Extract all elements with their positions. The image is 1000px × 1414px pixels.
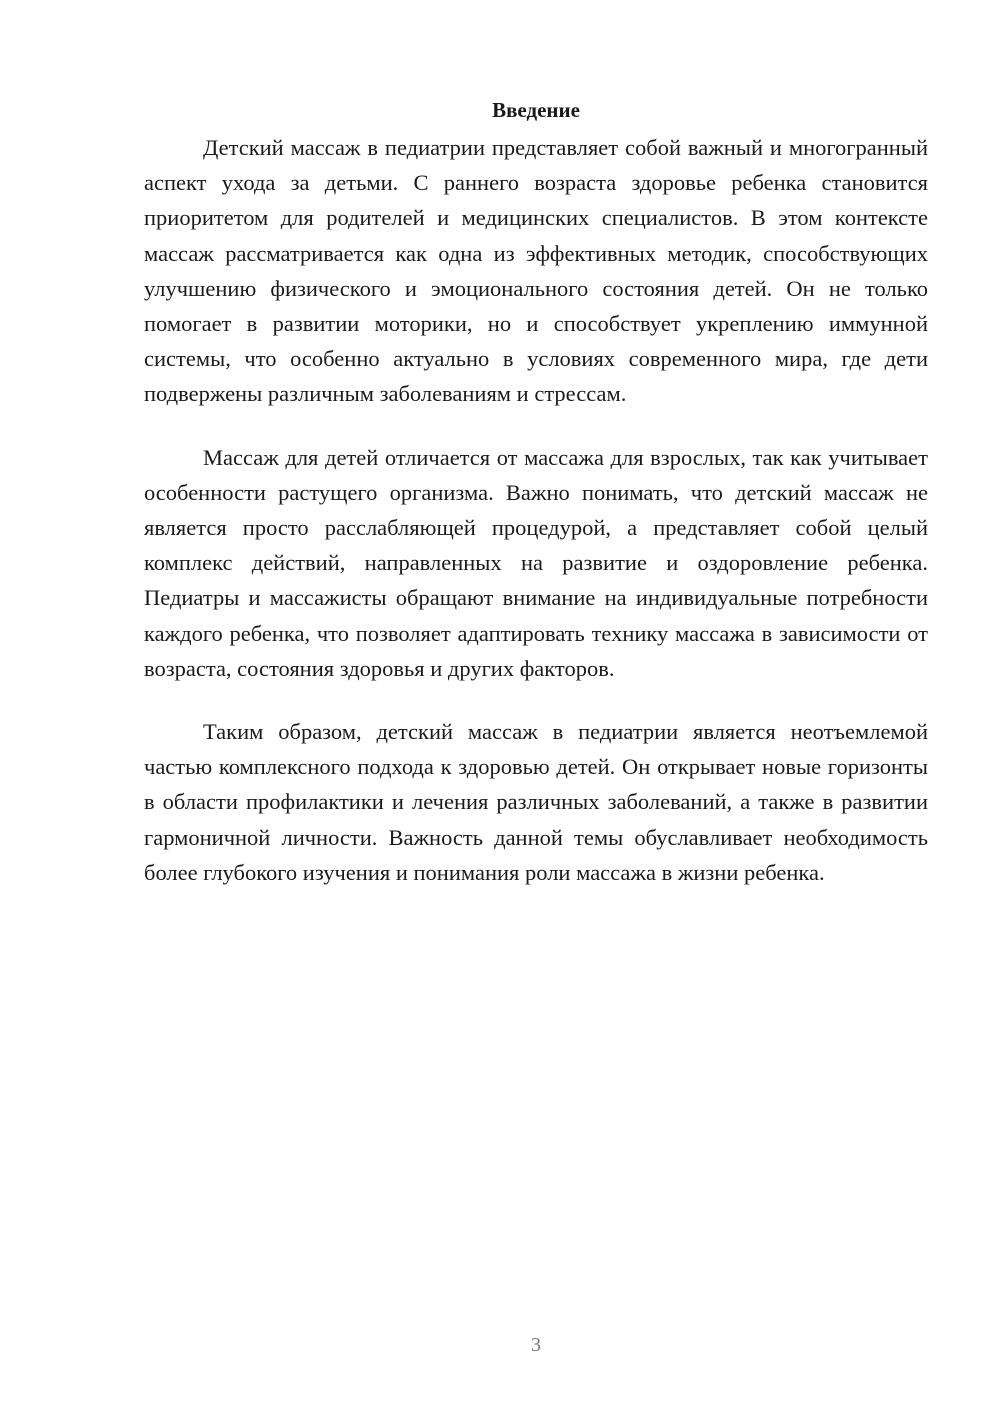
- page-number: 3: [531, 1334, 541, 1356]
- section-heading: Введение: [492, 98, 580, 122]
- paragraph-3: Таким образом, детский массаж в педиатрии является неотъемлемой частью комплексного подхода к здоровью детей. Он открывает новые горизонты в области профилактики и лечения различных заболеваний, а также в развитии гармоничной личности. Важность данной темы обуславливает необходимость более глубокого изучения и понимания роли массажа в жизни ребенка.: [144, 719, 928, 885]
- paragraph-2: Массаж для детей отличается от массажа для взрослых, так как учитывает особенности растущего организма. Важно понимать, что детский массаж не является просто расслабляющей процедурой, а представляет собой целый комплекс действий, направленных на развитие и оздоровление ребенка. Педиатры и массажисты обращают внимание на индивидуальные потребности каждого ребенка, что позволяет адаптировать технику массажа в зависимости от возраста, состояния здоровья и других факторов.: [144, 444, 928, 681]
- paragraph-1: Детский массаж в педиатрии представляет собой важный и многогранный аспект ухода за детьми. С раннего возраста здоровье ребенка становится приоритетом для родителей и медицинских специалистов. В этом контексте массаж рассматривается как одна из эффективных методик, способствующих улучшению физического и эмоционального состояния детей. Он не только помогает в развитии моторики, но и способствует укреплению иммунной системы, что особенно актуально в условиях современного мира, где дети подвержены различным заболеваниям и стрессам.: [144, 135, 928, 407]
- page-content: [144, 92, 928, 918]
